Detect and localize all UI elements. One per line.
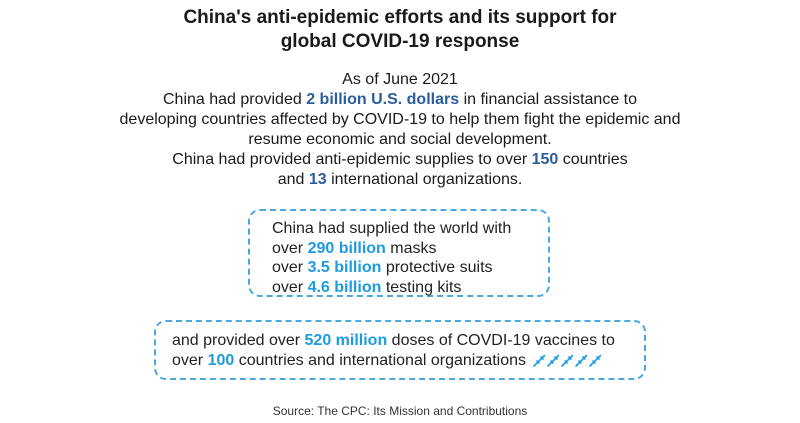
vaccine-countries-value: 100 [207,352,235,370]
syringe-icon [588,354,602,368]
supplies-item-masks [272,239,548,259]
syringe-icons [532,351,602,371]
supplies-item-pre: over [272,278,308,296]
organizations-count-value: 13 [308,171,327,188]
masks-value: 290 billion [307,239,386,257]
supplies-item-pre: over [272,259,308,276]
vaccines-line-2-post: countries and international organizations [234,352,527,370]
vaccine-doses-value: 520 million [304,332,388,349]
syringe-icon [546,354,560,368]
vaccines-line-1 [172,331,644,351]
syringe-icon [560,354,574,368]
intro-line-1 [0,90,800,110]
intro-line-5-pre: and [277,171,309,188]
syringe-icon [574,354,588,368]
financial-assistance-value: 2 billion U.S. dollars [306,91,460,108]
page-title [0,6,800,54]
vaccines-box [154,320,646,380]
intro-line-3: resume economic and social development. [248,131,552,148]
supplies-item-pre: over [272,239,308,257]
intro-text [0,70,800,190]
intro-line-5-post: international organizations. [326,171,523,188]
intro-line-4-pre: China had provided anti-epidemic supplies to over [172,151,532,168]
vaccines-line-1-post: doses of COVDI-19 vaccines to [387,332,615,349]
supplies-box [248,209,550,297]
countries-count-value: 150 [531,151,559,168]
intro-line-2: developing countries affected by COVID-19 to help them fight the epidemic and [119,111,681,128]
syringe-icon [532,354,546,368]
supplies-heading: China had supplied the world with [272,220,512,237]
intro-line-1-pre: China had provided [162,91,307,108]
title-line-1: China's anti-epidemic efforts and its support for [183,7,617,28]
intro-line-4 [0,150,800,170]
suits-value: 3.5 billion [307,259,382,276]
intro-line-5 [0,170,800,190]
vaccines-line-2-pre: over [172,352,208,370]
intro-line-1-post: in financial assistance to [459,91,637,108]
supplies-item-post: testing kits [381,278,462,296]
source-note: Source: The CPC: Its Mission and Contributions [272,404,528,418]
supplies-item-kits [272,278,548,298]
supplies-item-post: protective suits [381,259,493,276]
vaccines-line-2 [172,351,644,371]
supplies-item-suits [272,258,548,278]
intro-line-4-post: countries [558,151,628,168]
vaccines-line-1-pre: and provided over [172,332,305,349]
intro-date: As of June 2021 [342,71,458,88]
title-line-2: global COVID-19 response [280,31,520,52]
kits-value: 4.6 billion [307,278,382,296]
supplies-item-post: masks [385,239,437,257]
